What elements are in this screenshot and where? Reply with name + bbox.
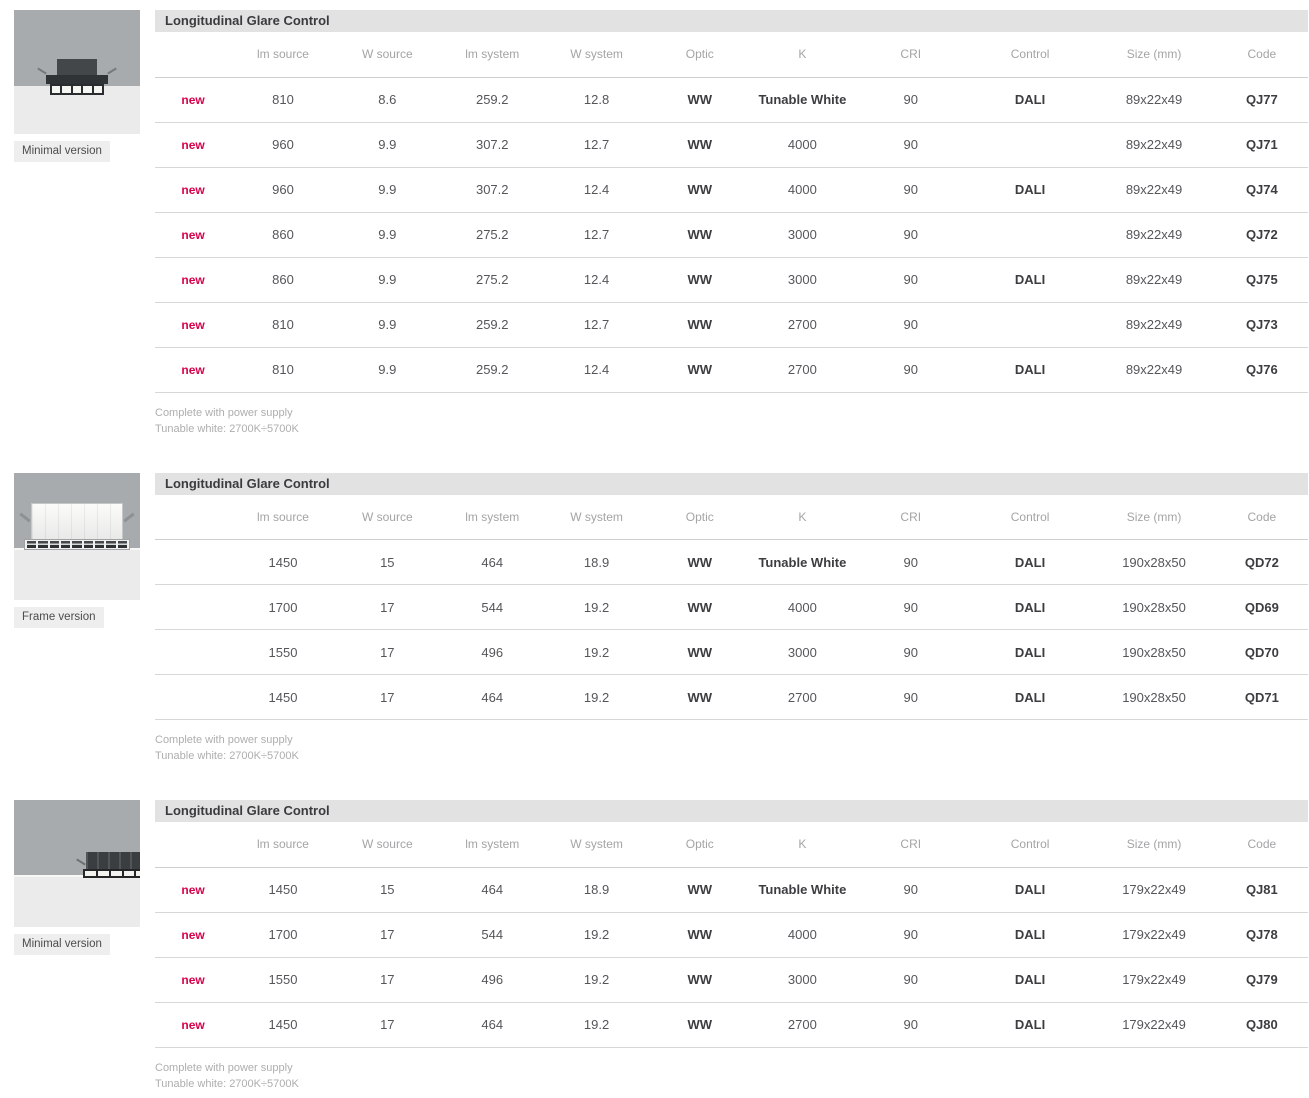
cell-control: DALI — [968, 540, 1093, 585]
cell-cri: 90 — [854, 77, 968, 122]
cell-optic: WW — [648, 585, 751, 630]
cell-optic: WW — [648, 867, 751, 912]
cell-control: DALI — [968, 257, 1093, 302]
cell-cri: 90 — [854, 1002, 968, 1047]
louver-cell — [98, 871, 109, 876]
product-image-column — [14, 800, 140, 955]
spec-table-area — [155, 800, 1308, 1092]
cell-w-system: 19.2 — [545, 957, 649, 1002]
new-badge: new — [155, 867, 231, 912]
cell-cri: 90 — [854, 540, 968, 585]
new-badge: new — [155, 122, 231, 167]
column-header-w-source: W source — [335, 495, 440, 540]
cell-k: 3000 — [751, 957, 854, 1002]
cell-optic: WW — [648, 212, 751, 257]
fixture-louver — [50, 84, 104, 95]
cell-lm-system: 307.2 — [440, 167, 545, 212]
cell-w-system: 18.9 — [545, 867, 649, 912]
cell-size-mm: 179x22x49 — [1092, 957, 1215, 1002]
cell-w-system: 12.4 — [545, 257, 649, 302]
product-image-column — [14, 473, 140, 628]
cell-cri: 90 — [854, 347, 968, 392]
table-row — [155, 347, 1308, 392]
cell-code: QJ78 — [1216, 912, 1308, 957]
table-title: Longitudinal Glare Control — [165, 475, 330, 491]
cell-optic: WW — [648, 257, 751, 302]
louver-cell — [62, 86, 70, 93]
new-badge: new — [155, 257, 231, 302]
cell-k: 4000 — [751, 122, 854, 167]
louver-cell — [61, 541, 70, 548]
cell-w-system: 19.2 — [545, 912, 649, 957]
cell-optic: WW — [648, 302, 751, 347]
cell-lm-source: 860 — [231, 212, 335, 257]
cell-code: QJ81 — [1216, 867, 1308, 912]
table-title-band — [155, 473, 1308, 495]
table-row — [155, 675, 1308, 720]
cell-optic: WW — [648, 957, 751, 1002]
cell-cri: 90 — [854, 630, 968, 675]
cell-code: QD71 — [1216, 675, 1308, 720]
cell-w-system: 19.2 — [545, 675, 649, 720]
cell-lm-system: 307.2 — [440, 122, 545, 167]
cell-w-system: 18.9 — [545, 540, 649, 585]
column-header-new — [155, 495, 231, 540]
table-row — [155, 302, 1308, 347]
fixture-body — [57, 59, 97, 76]
cell-k: 3000 — [751, 630, 854, 675]
cell-lm-source: 960 — [231, 122, 335, 167]
footnote-power-supply: Complete with power supply — [155, 1061, 293, 1074]
column-header-k: K — [751, 32, 854, 77]
cell-w-system: 12.4 — [545, 167, 649, 212]
louver-cell — [50, 541, 59, 548]
table-title: Longitudinal Glare Control — [165, 13, 330, 28]
cell-w-system: 12.4 — [545, 347, 649, 392]
cell-k: 2700 — [751, 302, 854, 347]
cell-w-source: 17 — [335, 630, 440, 675]
cell-lm-source: 1450 — [231, 1002, 335, 1047]
cell-w-system: 12.7 — [545, 302, 649, 347]
column-header-size-mm: Size (mm) — [1092, 495, 1215, 540]
product-section-1 — [14, 10, 1308, 437]
louver-cell — [136, 871, 140, 876]
cell-w-source: 15 — [335, 867, 440, 912]
cell-size-mm: 179x22x49 — [1092, 1002, 1215, 1047]
product-photo-minimal-compact — [14, 10, 140, 134]
cell-cri: 90 — [854, 122, 968, 167]
table-title-band — [155, 10, 1308, 32]
cell-size-mm: 179x22x49 — [1092, 912, 1215, 957]
new-badge: new — [155, 167, 231, 212]
cell-lm-system: 259.2 — [440, 77, 545, 122]
column-header-control: Control — [968, 32, 1093, 77]
table-title: Longitudinal Glare Control — [165, 803, 330, 818]
cell-lm-system: 464 — [440, 1002, 545, 1047]
cell-control — [968, 212, 1093, 257]
column-header-code: Code — [1216, 32, 1308, 77]
cell-code: QD70 — [1216, 630, 1308, 675]
new-placeholder — [155, 675, 231, 720]
louver-cell — [83, 86, 91, 93]
column-header-optic: Optic — [648, 495, 751, 540]
cell-k: 3000 — [751, 257, 854, 302]
cell-k: Tunable White — [751, 77, 854, 122]
cell-size-mm: 179x22x49 — [1092, 867, 1215, 912]
louver-cell — [72, 541, 81, 548]
cell-control: DALI — [968, 1002, 1093, 1047]
cell-size-mm: 89x22x49 — [1092, 122, 1215, 167]
cell-optic: WW — [648, 630, 751, 675]
photo-wall-area — [14, 550, 140, 600]
column-header-w-source: W source — [335, 822, 440, 867]
cell-w-source: 17 — [335, 1002, 440, 1047]
cell-w-source: 17 — [335, 675, 440, 720]
table-row — [155, 585, 1308, 630]
column-header-k: K — [751, 495, 854, 540]
cell-w-source: 15 — [335, 540, 440, 585]
louver-cell — [52, 86, 60, 93]
cell-control: DALI — [968, 347, 1093, 392]
column-header-w-system: W system — [545, 495, 649, 540]
column-header-w-system: W system — [545, 822, 649, 867]
cell-lm-system: 259.2 — [440, 347, 545, 392]
cell-lm-source: 960 — [231, 167, 335, 212]
cell-optic: WW — [648, 912, 751, 957]
cell-w-source: 17 — [335, 957, 440, 1002]
cell-size-mm: 89x22x49 — [1092, 347, 1215, 392]
spec-table-area — [155, 10, 1308, 437]
table-row — [155, 1002, 1308, 1047]
table-row — [155, 540, 1308, 585]
cell-lm-system: 496 — [440, 957, 545, 1002]
product-section-2 — [14, 473, 1308, 765]
louver-cell — [85, 871, 96, 876]
version-label: Frame version — [14, 607, 104, 628]
cell-lm-system: 275.2 — [440, 212, 545, 257]
cell-lm-system: 464 — [440, 675, 545, 720]
louver-cell — [124, 871, 135, 876]
column-header-lm-source: lm source — [231, 822, 335, 867]
product-image-column — [14, 10, 140, 162]
footnotes — [155, 405, 1308, 437]
cell-w-system: 19.2 — [545, 585, 649, 630]
new-placeholder — [155, 630, 231, 675]
cell-lm-system: 464 — [440, 867, 545, 912]
cell-lm-source: 1450 — [231, 540, 335, 585]
fixture-flange — [46, 75, 108, 84]
louver-cell — [95, 541, 104, 548]
new-placeholder — [155, 540, 231, 585]
fixture-louver — [83, 869, 140, 878]
louver-cell — [84, 541, 93, 548]
new-badge: new — [155, 1002, 231, 1047]
version-label: Minimal version — [14, 141, 110, 162]
column-header-new — [155, 32, 231, 77]
cell-lm-system: 544 — [440, 585, 545, 630]
column-header-w-source: W source — [335, 32, 440, 77]
louver-cell — [38, 541, 47, 548]
cell-cri: 90 — [854, 257, 968, 302]
cell-lm-source: 1700 — [231, 585, 335, 630]
cell-lm-source: 810 — [231, 347, 335, 392]
cell-k: 4000 — [751, 585, 854, 630]
cell-w-source: 9.9 — [335, 302, 440, 347]
cell-code: QJ76 — [1216, 347, 1308, 392]
column-header-lm-system: lm system — [440, 32, 545, 77]
new-badge: new — [155, 212, 231, 257]
column-header-lm-system: lm system — [440, 822, 545, 867]
cell-w-source: 9.9 — [335, 257, 440, 302]
new-badge: new — [155, 957, 231, 1002]
cell-optic: WW — [648, 167, 751, 212]
cell-optic: WW — [648, 675, 751, 720]
cell-control: DALI — [968, 867, 1093, 912]
cell-k: Tunable White — [751, 867, 854, 912]
cell-lm-source: 1550 — [231, 957, 335, 1002]
column-header-lm-source: lm source — [231, 32, 335, 77]
table-row — [155, 212, 1308, 257]
photo-wall-area — [14, 877, 140, 927]
cell-control — [968, 122, 1093, 167]
footnote-tunable-white: Tunable white: 2700K÷5700K — [155, 750, 299, 762]
new-badge: new — [155, 302, 231, 347]
cell-control: DALI — [968, 630, 1093, 675]
table-row — [155, 257, 1308, 302]
cell-w-source: 17 — [335, 912, 440, 957]
column-header-cri: CRI — [854, 32, 968, 77]
footnote-tunable-white: Tunable white: 2700K÷5700K — [155, 1077, 299, 1090]
cell-size-mm: 89x22x49 — [1092, 167, 1215, 212]
cell-lm-source: 1450 — [231, 675, 335, 720]
cell-w-system: 19.2 — [545, 1002, 649, 1047]
table-title-band — [155, 800, 1308, 822]
cell-code: QJ71 — [1216, 122, 1308, 167]
cell-lm-system: 259.2 — [440, 302, 545, 347]
new-badge: new — [155, 912, 231, 957]
column-header-cri: CRI — [854, 822, 968, 867]
cell-k: 2700 — [751, 675, 854, 720]
cell-size-mm: 190x28x50 — [1092, 630, 1215, 675]
cell-w-source: 17 — [335, 585, 440, 630]
cell-cri: 90 — [854, 167, 968, 212]
cell-k: 4000 — [751, 167, 854, 212]
cell-optic: WW — [648, 347, 751, 392]
louver-cell — [94, 86, 102, 93]
column-header-size-mm: Size (mm) — [1092, 822, 1215, 867]
table-row — [155, 77, 1308, 122]
fixture-body — [86, 852, 140, 869]
cell-w-source: 9.9 — [335, 347, 440, 392]
louver-cell — [118, 541, 127, 548]
cell-control: DALI — [968, 167, 1093, 212]
column-header-row — [155, 822, 1308, 867]
cell-lm-system: 464 — [440, 540, 545, 585]
cell-lm-system: 496 — [440, 630, 545, 675]
louver-cell — [106, 541, 115, 548]
cell-code: QJ72 — [1216, 212, 1308, 257]
product-photo-frame-version — [14, 473, 140, 600]
cell-optic: WW — [648, 540, 751, 585]
cell-optic: WW — [648, 77, 751, 122]
new-badge: new — [155, 77, 231, 122]
cell-lm-source: 1450 — [231, 867, 335, 912]
cell-size-mm: 89x22x49 — [1092, 257, 1215, 302]
footnotes — [155, 732, 1308, 764]
version-label: Minimal version — [14, 934, 110, 955]
cell-code: QJ79 — [1216, 957, 1308, 1002]
table-row — [155, 122, 1308, 167]
column-header-w-system: W system — [545, 32, 649, 77]
column-header-new — [155, 822, 231, 867]
cell-lm-source: 810 — [231, 302, 335, 347]
fixture-louver — [24, 539, 130, 550]
cell-code: QJ75 — [1216, 257, 1308, 302]
cell-cri: 90 — [854, 302, 968, 347]
cell-size-mm: 89x22x49 — [1092, 77, 1215, 122]
louver-cell — [27, 541, 36, 548]
cell-code: QJ77 — [1216, 77, 1308, 122]
cell-code: QJ73 — [1216, 302, 1308, 347]
cell-cri: 90 — [854, 585, 968, 630]
column-header-control: Control — [968, 822, 1093, 867]
column-header-row — [155, 495, 1308, 540]
column-header-lm-system: lm system — [440, 495, 545, 540]
cell-k: 4000 — [751, 912, 854, 957]
fixture-body — [31, 503, 123, 540]
footnote-power-supply: Complete with power supply — [155, 734, 293, 746]
cell-size-mm: 89x22x49 — [1092, 302, 1215, 347]
new-placeholder — [155, 585, 231, 630]
cell-lm-source: 1550 — [231, 630, 335, 675]
cell-w-source: 9.9 — [335, 167, 440, 212]
cell-w-source: 9.9 — [335, 122, 440, 167]
table-row — [155, 167, 1308, 212]
cell-control: DALI — [968, 912, 1093, 957]
cell-size-mm: 89x22x49 — [1092, 212, 1215, 257]
cell-w-system: 12.7 — [545, 212, 649, 257]
spec-table — [155, 32, 1308, 393]
cell-control: DALI — [968, 957, 1093, 1002]
cell-code: QD72 — [1216, 540, 1308, 585]
spec-table-area — [155, 473, 1308, 765]
cell-cri: 90 — [854, 212, 968, 257]
column-header-optic: Optic — [648, 32, 751, 77]
column-header-cri: CRI — [854, 495, 968, 540]
footnotes — [155, 1060, 1308, 1092]
cell-w-source: 8.6 — [335, 77, 440, 122]
cell-k: 2700 — [751, 1002, 854, 1047]
table-row — [155, 957, 1308, 1002]
cell-control: DALI — [968, 585, 1093, 630]
cell-size-mm: 190x28x50 — [1092, 675, 1215, 720]
cell-size-mm: 190x28x50 — [1092, 585, 1215, 630]
cell-cri: 90 — [854, 867, 968, 912]
cell-cri: 90 — [854, 912, 968, 957]
column-header-code: Code — [1216, 822, 1308, 867]
cell-control: DALI — [968, 77, 1093, 122]
footnote-tunable-white: Tunable white: 2700K÷5700K — [155, 422, 299, 435]
cell-k: Tunable White — [751, 540, 854, 585]
cell-size-mm: 190x28x50 — [1092, 540, 1215, 585]
new-badge: new — [155, 347, 231, 392]
cell-lm-system: 275.2 — [440, 257, 545, 302]
cell-code: QJ80 — [1216, 1002, 1308, 1047]
cell-control: DALI — [968, 675, 1093, 720]
table-row — [155, 912, 1308, 957]
column-header-code: Code — [1216, 495, 1308, 540]
louver-cell — [111, 871, 122, 876]
cell-optic: WW — [648, 1002, 751, 1047]
cell-w-system: 19.2 — [545, 630, 649, 675]
column-header-row — [155, 32, 1308, 77]
louver-cell — [73, 86, 81, 93]
column-header-lm-source: lm source — [231, 495, 335, 540]
spec-table — [155, 495, 1308, 721]
cell-lm-system: 544 — [440, 912, 545, 957]
spec-table — [155, 822, 1308, 1048]
product-photo-minimal-wide — [14, 800, 140, 927]
cell-control — [968, 302, 1093, 347]
footnote-power-supply: Complete with power supply — [155, 406, 293, 419]
column-header-control: Control — [968, 495, 1093, 540]
column-header-k: K — [751, 822, 854, 867]
cell-cri: 90 — [854, 675, 968, 720]
column-header-size-mm: Size (mm) — [1092, 32, 1215, 77]
product-section-3 — [14, 800, 1308, 1092]
cell-k: 2700 — [751, 347, 854, 392]
cell-code: QD69 — [1216, 585, 1308, 630]
cell-w-system: 12.7 — [545, 122, 649, 167]
cell-code: QJ74 — [1216, 167, 1308, 212]
cell-lm-source: 810 — [231, 77, 335, 122]
cell-cri: 90 — [854, 957, 968, 1002]
cell-optic: WW — [648, 122, 751, 167]
cell-k: 3000 — [751, 212, 854, 257]
cell-lm-source: 860 — [231, 257, 335, 302]
table-row — [155, 630, 1308, 675]
cell-w-system: 12.8 — [545, 77, 649, 122]
column-header-optic: Optic — [648, 822, 751, 867]
cell-lm-source: 1700 — [231, 912, 335, 957]
cell-w-source: 9.9 — [335, 212, 440, 257]
table-row — [155, 867, 1308, 912]
